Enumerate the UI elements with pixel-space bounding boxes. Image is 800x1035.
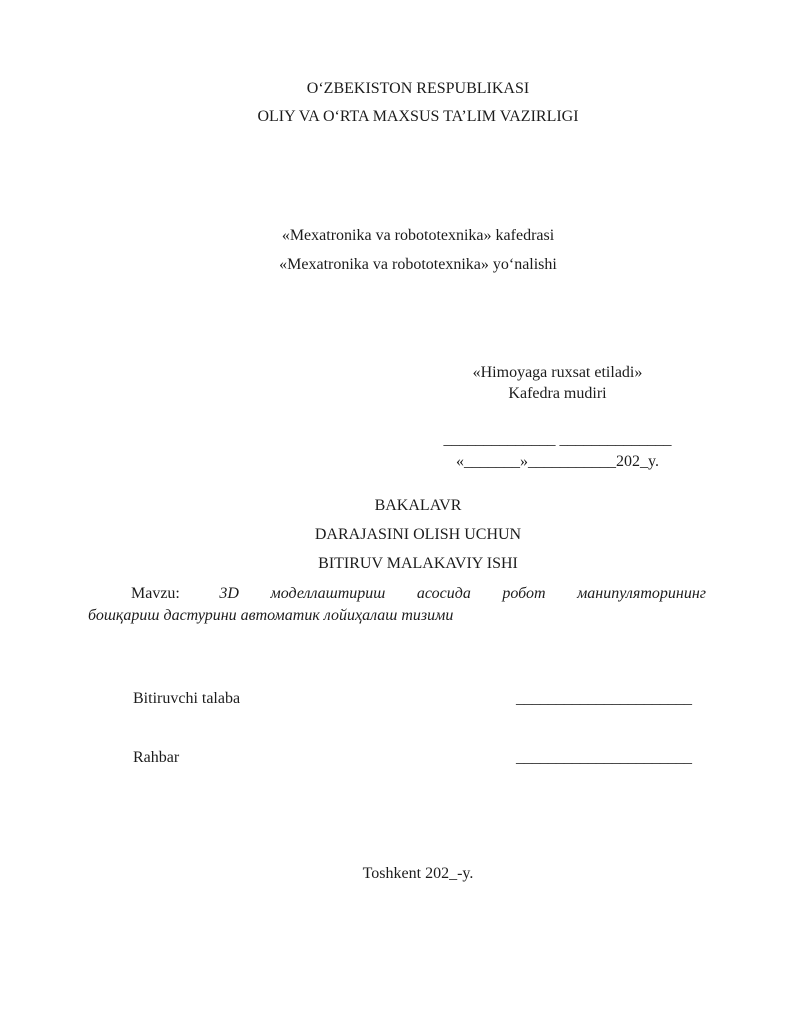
student-row: [133, 688, 692, 710]
supervisor-signature-line: ______________________: [516, 749, 692, 766]
department-line: «Mexatronika va robototexnika» kafedrasi: [281, 227, 555, 244]
signature-blank-line: ______________ ______________: [443, 431, 672, 448]
student-signature-line: ______________________: [516, 690, 692, 707]
topic-text-line2: бошқариш дастурини автоматик лойиҳалаш тизими: [88, 607, 454, 624]
degree-title-block: [36, 491, 800, 578]
student-label: Bitiruvchi talaba: [133, 690, 241, 707]
topic-label: Mavzu:: [131, 585, 180, 602]
degree-line-bitiruv: BITIRUV MALAKAVIY ISHI: [318, 555, 518, 572]
approval-permission-line: «Himoyaga ruxsat etiladi»: [472, 364, 643, 381]
supervisor-row: [133, 747, 692, 769]
country-title: OʻZBEKISTON RESPUBLIKASI: [306, 80, 530, 97]
ministry-header: [36, 75, 800, 131]
department-block: [36, 221, 800, 279]
city-year-footer: [36, 863, 800, 885]
topic-first-line: [88, 583, 706, 605]
approval-head-line: Kafedra mudiri: [508, 385, 607, 402]
ministry-title: OLIY VA OʻRTA MAXSUS TA’LIM VAZIRLIGI: [257, 108, 579, 125]
approval-block: [415, 362, 700, 404]
supervisor-label: Rahbar: [133, 749, 180, 766]
degree-line-bakalavr: BAKALAVR: [374, 497, 462, 514]
topic-text-line1: 3D моделлаштириш асосида робот манипуляторининг: [219, 585, 706, 602]
date-blank-line: «_______»___________202_y.: [456, 453, 659, 470]
degree-line-darajasini: DARAJASINI OLISH UCHUN: [314, 526, 522, 543]
signature-date-block: [415, 429, 700, 473]
direction-line: «Mexatronika va robototexnika» yoʻnalishi: [279, 256, 557, 273]
topic-paragraph: [88, 583, 706, 627]
city-year-text: Toshkent 202_-y.: [362, 865, 474, 882]
